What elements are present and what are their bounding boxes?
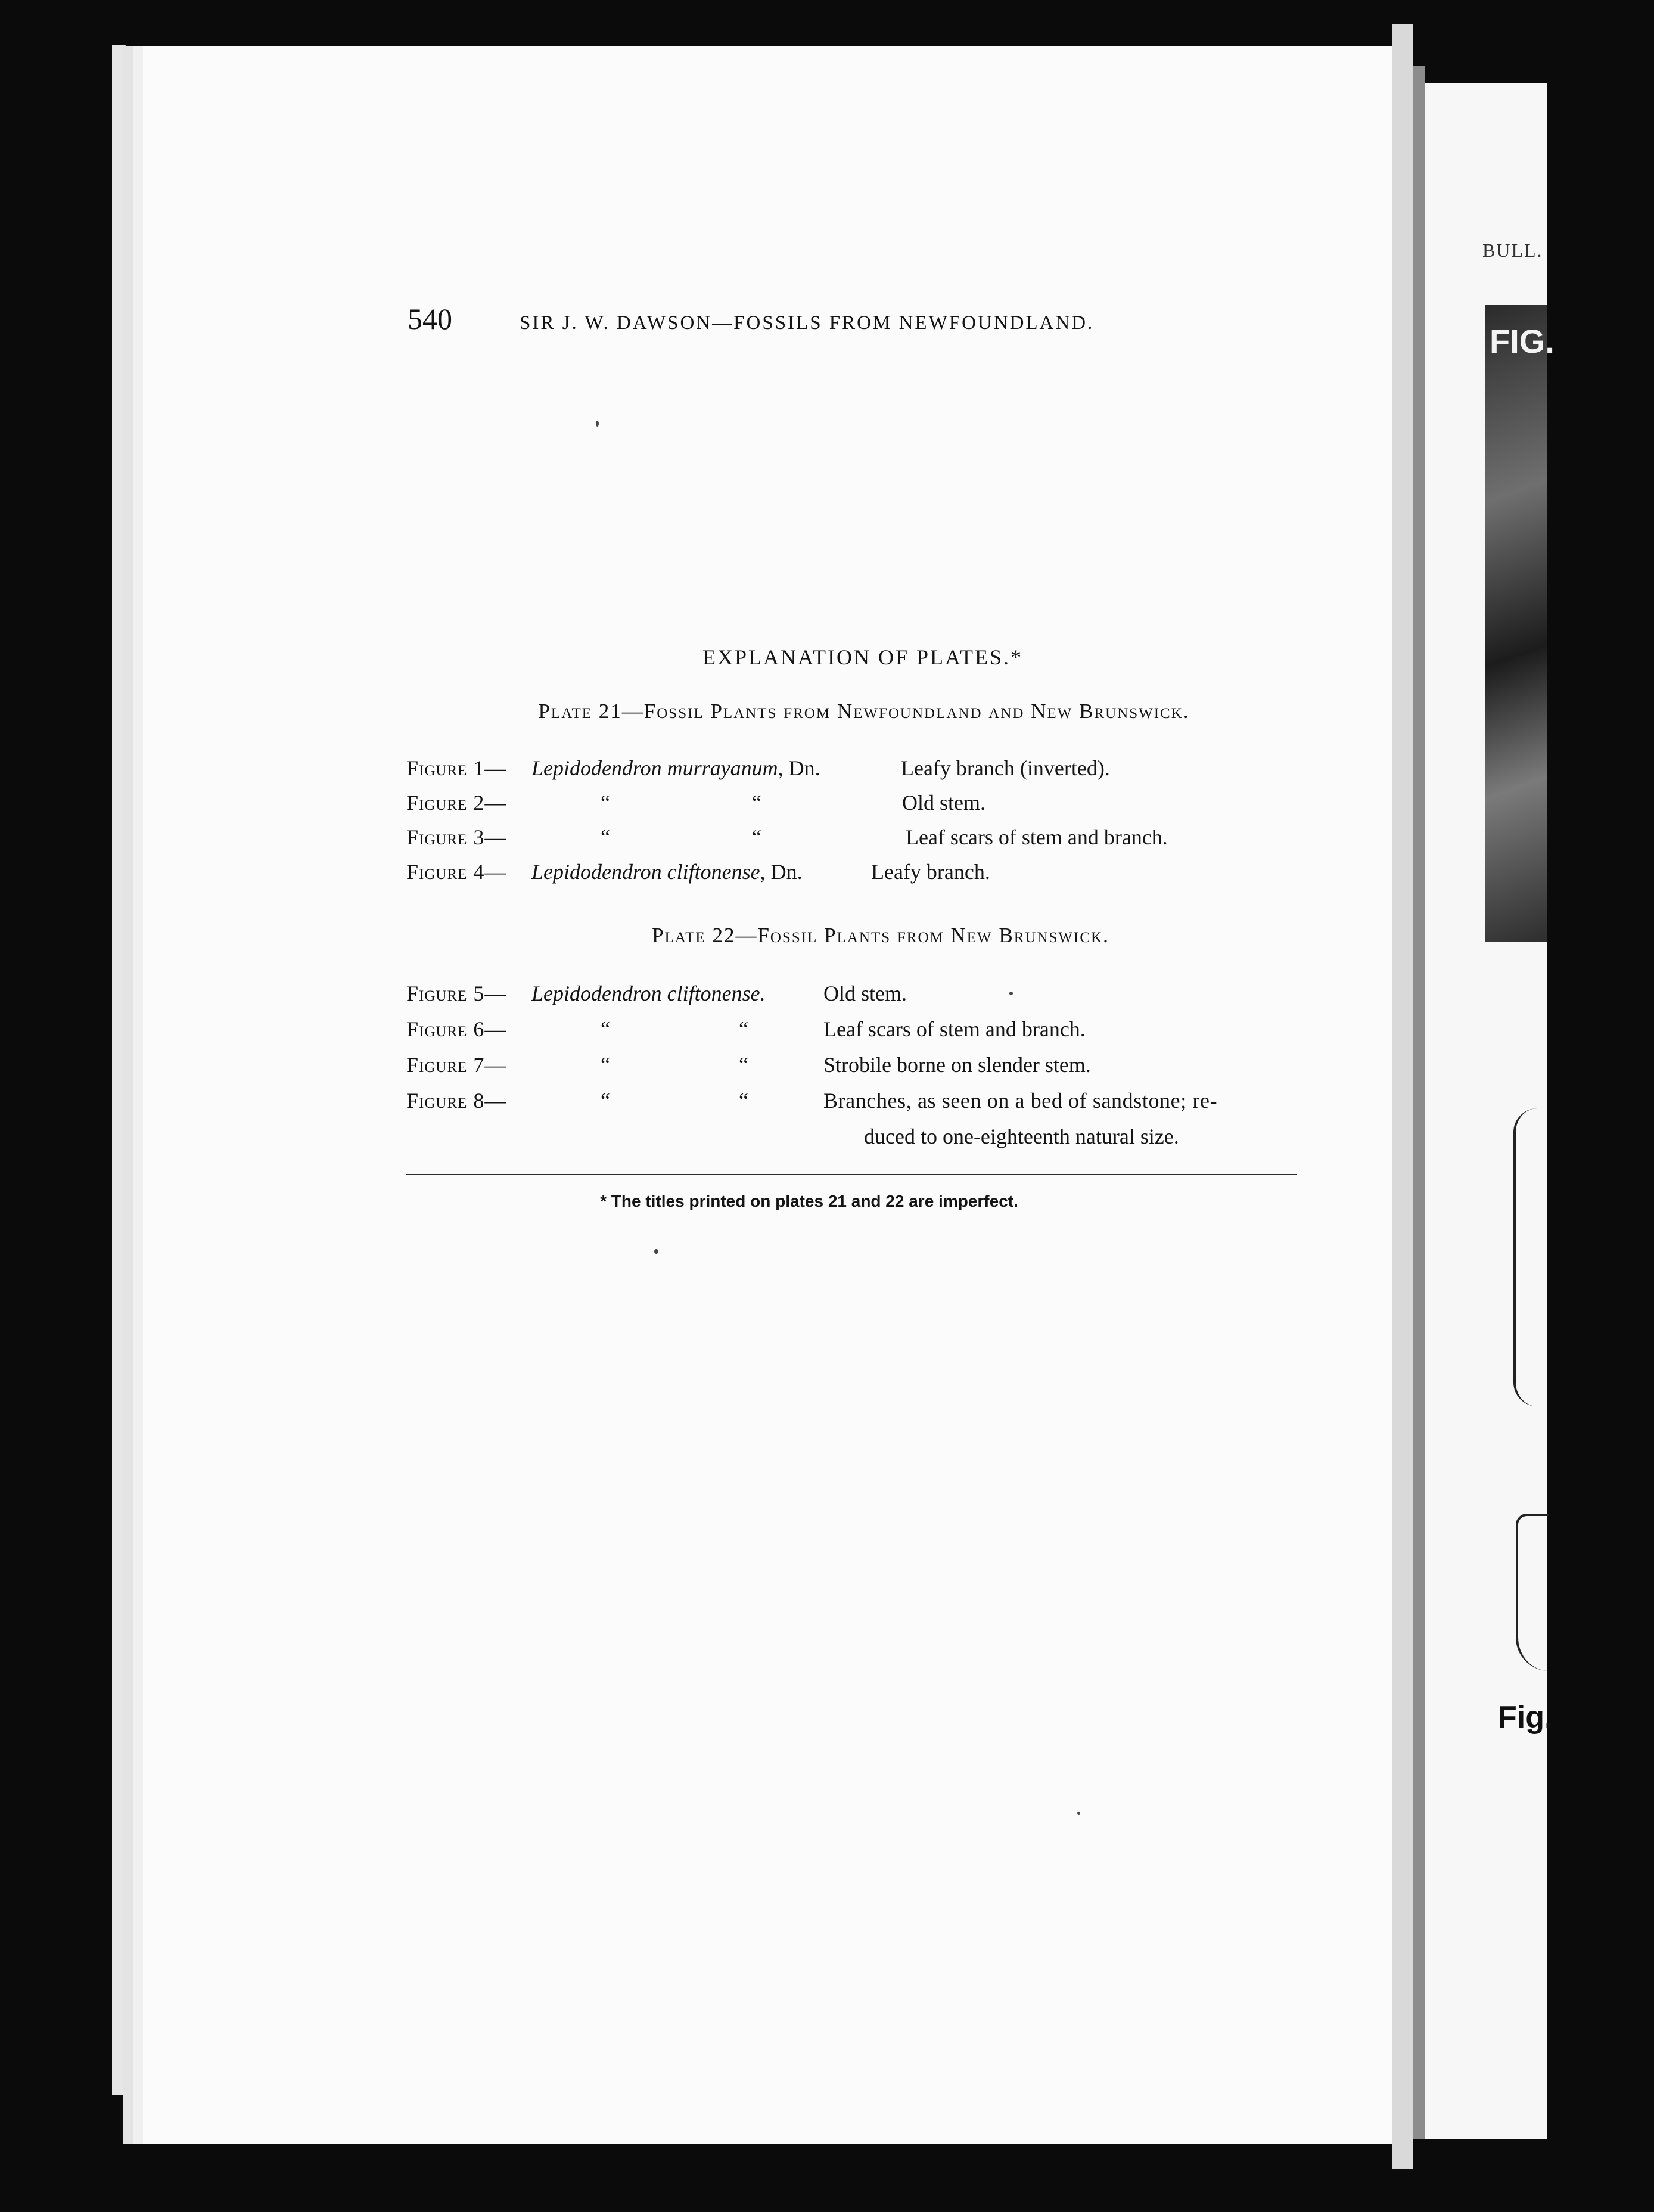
ditto-mark: “ (601, 1053, 610, 1077)
ditto-mark: “ (601, 791, 610, 815)
page-number: 540 (408, 302, 452, 335)
scan-speck (654, 1249, 658, 1254)
figure-label: Figure 6— (406, 1017, 507, 1041)
figure-label: Figure 2— (406, 791, 507, 815)
figure-label: Figure 5— (406, 981, 507, 1005)
figure-description: Strobile borne on slender stem. (823, 1053, 1091, 1077)
scan-speck (596, 421, 599, 427)
ditto-mark: “ (752, 791, 761, 815)
ditto-mark: “ (739, 1053, 748, 1077)
species-name: Lepidodendron cliftonense. (531, 981, 766, 1005)
plate-21-heading: Plate 21—Fossil Plants from Newfoundland and New Brunswick. (538, 700, 1190, 723)
book-gutter-shadow (1413, 66, 1425, 2139)
scan-speck (1009, 992, 1013, 995)
plate-22-heading: Plate 22—Fossil Plants from New Brunswick. (652, 924, 1109, 947)
figure-label: Figure 7— (406, 1053, 507, 1077)
facing-page-drawing (1513, 1108, 1549, 1406)
ditto-mark: “ (739, 1017, 748, 1041)
figure-description: Old stem. (902, 791, 985, 815)
explanation-title: EXPLANATION OF PLATES.* (702, 645, 1024, 669)
footnote: * The titles printed on plates 21 and 22 are imperfect. (600, 1192, 1018, 1210)
facing-page-header: BULL. (1482, 240, 1543, 261)
figure-description: Branches, as seen on a bed of sandstone; re- (823, 1089, 1218, 1113)
figure-description: Old stem. (823, 981, 907, 1005)
figure-description: Leafy branch. (871, 860, 990, 884)
figure-description: Leaf scars of stem and branch. (906, 825, 1168, 849)
figure-label: Figure 3— (406, 825, 507, 849)
ditto-mark: “ (739, 1089, 748, 1113)
scan-speck (1077, 1812, 1080, 1815)
footnote-rule (406, 1174, 1297, 1175)
figure-label: Figure 4— (406, 860, 507, 884)
facing-page-fig-label: Fig. (1498, 1700, 1553, 1735)
ditto-mark: “ (601, 825, 610, 849)
facing-page-photo (1485, 305, 1547, 942)
figure-description: Leaf scars of stem and branch. (823, 1017, 1086, 1041)
figure-label: Figure 8— (406, 1089, 507, 1113)
figure-description: Leafy branch (inverted). (901, 756, 1110, 780)
book-gutter (1392, 24, 1413, 2169)
species-name: Lepidodendron cliftonense, Dn. (531, 860, 803, 884)
facing-page-photo-label: FIG. (1490, 322, 1554, 360)
species-name: Lepidodendron murrayanum, Dn. (531, 756, 820, 780)
ditto-mark: “ (601, 1017, 610, 1041)
ditto-mark: “ (752, 825, 761, 849)
ditto-mark: “ (601, 1089, 610, 1113)
running-head: SIR J. W. DAWSON—FOSSILS FROM NEWFOUNDLAND. (520, 312, 1095, 334)
facing-page-drawing-2 (1516, 1514, 1549, 1671)
figure-label: Figure 1— (406, 756, 507, 780)
figure-description-continued: duced to one-eighteenth natural size. (864, 1124, 1179, 1148)
